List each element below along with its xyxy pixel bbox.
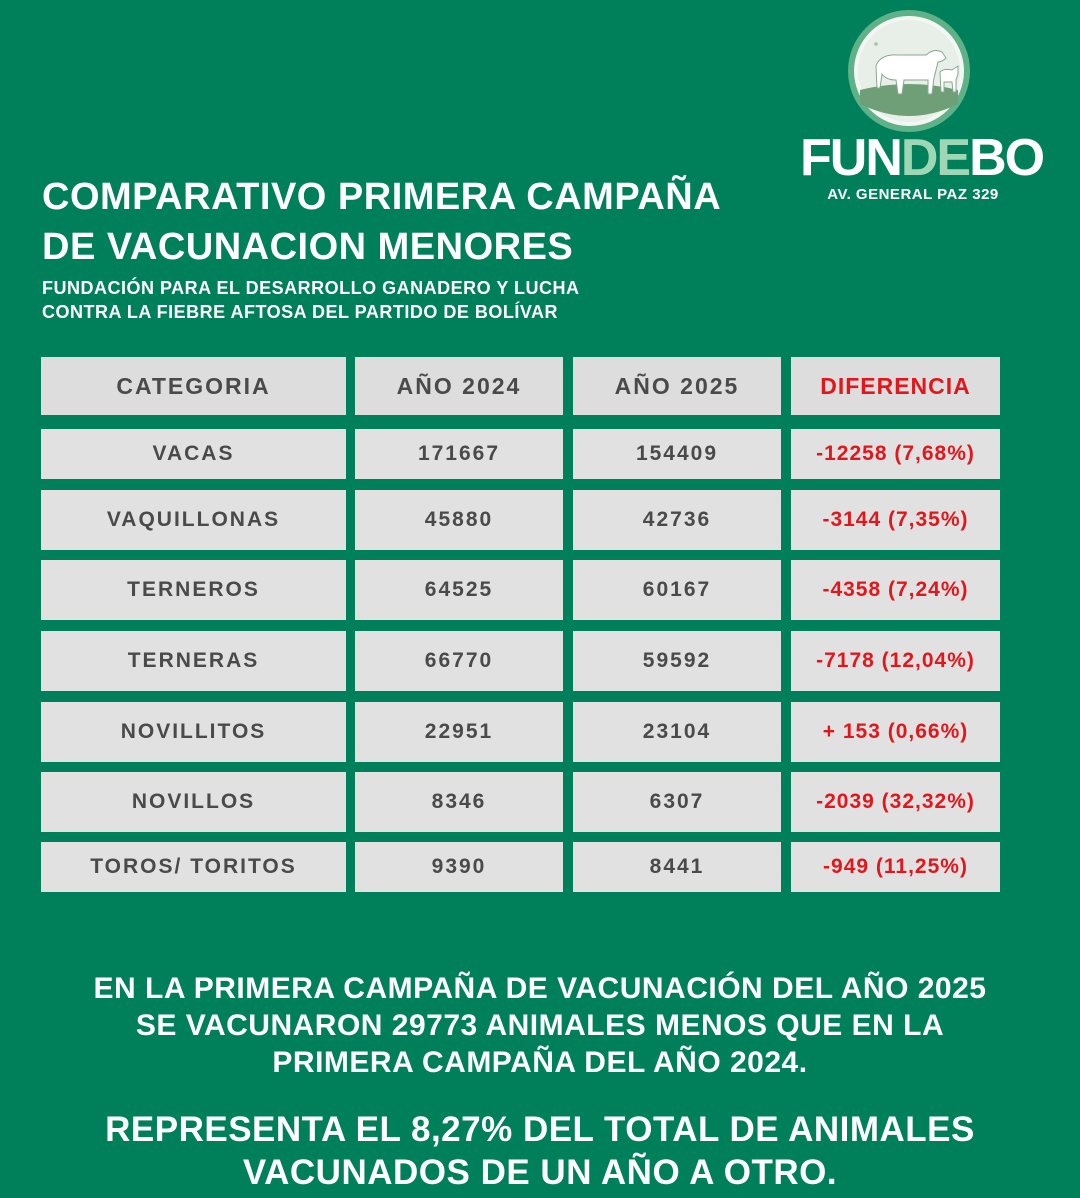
year-2024-cell: 66770 xyxy=(355,631,563,691)
table-row xyxy=(41,702,1001,762)
title-line-2: DE VACUNACION MENORES xyxy=(42,226,574,268)
year-2025-cell: 154409 xyxy=(573,429,781,479)
difference-cell: -949 (11,25%) xyxy=(791,842,1000,892)
percentage-summary-line-1: REPRESENTA EL 8,27% DEL TOTAL DE ANIMALES xyxy=(105,1110,975,1149)
title-line-1: COMPARATIVO PRIMERA CAMPAÑA xyxy=(42,176,722,218)
year-2024-cell: 9390 xyxy=(355,842,563,892)
category-cell: VAQUILLONAS xyxy=(41,490,346,550)
summary-line-2: SE VACUNARON 29773 ANIMALES MENOS QUE EN LA xyxy=(135,1009,945,1042)
year-2024-cell: 45880 xyxy=(355,490,563,550)
cattle-emblem-icon xyxy=(846,8,972,134)
percentage-summary-line-2: VACUNADOS DE UN AÑO A OTRO. xyxy=(242,1153,838,1192)
category-cell: TERNEROS xyxy=(41,560,346,620)
table-row xyxy=(41,560,1001,620)
difference-cell: + 153 (0,66%) xyxy=(791,702,1000,762)
year-2025-cell: 59592 xyxy=(573,631,781,691)
category-cell: VACAS xyxy=(41,429,346,479)
summary-line-1: EN LA PRIMERA CAMPAÑA DE VACUNACIÓN DEL AÑO 2025 xyxy=(93,972,987,1005)
difference-cell: -12258 (7,68%) xyxy=(791,429,1000,479)
logo-wordmark-part3: BO xyxy=(969,129,1044,187)
difference-cell: -3144 (7,35%) xyxy=(791,490,1000,550)
table-row xyxy=(41,772,1001,832)
header-year-2024: AÑO 2024 xyxy=(355,357,563,415)
year-2025-cell: 6307 xyxy=(573,772,781,832)
logo-wordmark-part1: FUN xyxy=(800,129,901,187)
subtitle-line-2: CONTRA LA FIEBRE AFTOSA DEL PARTIDO DE BOLÍVAR xyxy=(42,302,559,322)
difference-cell: -2039 (32,32%) xyxy=(791,772,1000,832)
year-2025-cell: 60167 xyxy=(573,560,781,620)
category-cell: NOVILLITOS xyxy=(41,702,346,762)
percentage-summary-text xyxy=(30,1108,1050,1194)
year-2025-cell: 23104 xyxy=(573,702,781,762)
logo-wordmark-part2: DE xyxy=(900,129,970,187)
difference-cell: -4358 (7,24%) xyxy=(791,560,1000,620)
summary-line-3: PRIMERA CAMPAÑA DEL AÑO 2024. xyxy=(272,1046,808,1079)
table-row xyxy=(41,842,1001,892)
table-row xyxy=(41,490,1001,550)
fundebo-logo xyxy=(788,0,1044,215)
category-cell: NOVILLOS xyxy=(41,772,346,832)
page-subtitle xyxy=(42,276,742,324)
year-2024-cell: 22951 xyxy=(355,702,563,762)
logo-address: AV. GENERAL PAZ 329 xyxy=(827,186,999,203)
table-row xyxy=(41,429,1001,479)
year-2024-cell: 171667 xyxy=(355,429,563,479)
table-row xyxy=(41,631,1001,691)
category-cell: TOROS/ TORITOS xyxy=(41,842,346,892)
header-category: CATEGORIA xyxy=(41,357,346,415)
table-header-row xyxy=(41,357,1001,415)
header-year-2025: AÑO 2025 xyxy=(573,357,781,415)
difference-cell: -7178 (12,04%) xyxy=(791,631,1000,691)
subtitle-line-1: FUNDACIÓN PARA EL DESARROLLO GANADERO Y LUCHA xyxy=(42,278,580,298)
page-title xyxy=(42,172,802,272)
header-difference: DIFERENCIA xyxy=(791,357,1000,415)
logo-wordmark xyxy=(800,128,1044,188)
year-2024-cell: 64525 xyxy=(355,560,563,620)
year-2025-cell: 42736 xyxy=(573,490,781,550)
year-2025-cell: 8441 xyxy=(573,842,781,892)
summary-text xyxy=(30,970,1050,1081)
category-cell: TERNERAS xyxy=(41,631,346,691)
year-2024-cell: 8346 xyxy=(355,772,563,832)
